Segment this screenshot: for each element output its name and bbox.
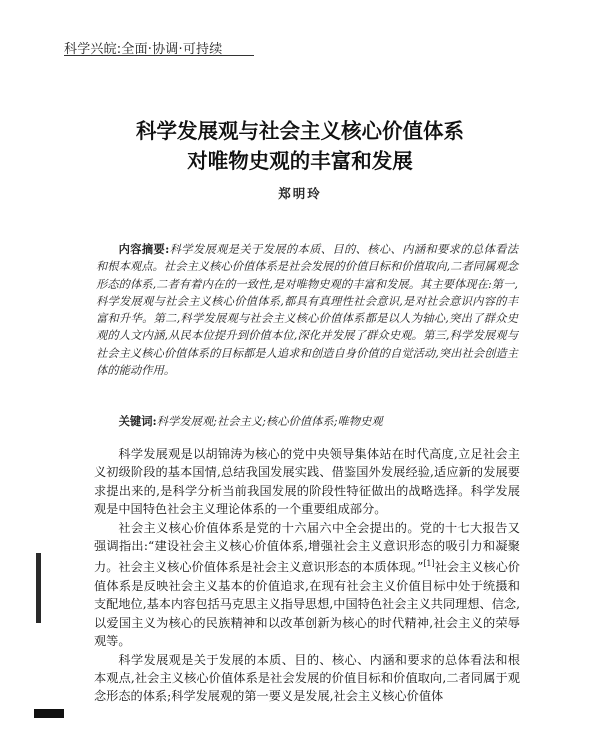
body-paragraph-2-part-b: 社会主义核心价值体系是反映社会主义基本的价值追求,在现有社会主义价值目标中处于统摄和支配地位,基本内容包括马克思主义指导思想,中国特色社会主义共同理想、信念,以爱国主义为核心的民族精神和以改革创新为核心的时代精神,社会主义的荣辱观等。 xyxy=(94,560,520,649)
body-paragraph-2-part-a: 社会主义核心价值体系是党的十六届六中全会提出的。党的十七大报告又强调指出:“建设社会主义核心价值体系,增强社会主义意识形态的吸引力和凝聚力。社会主义核心价值体系是社会主义意识形态的本质体现。” xyxy=(94,520,520,575)
keywords xyxy=(96,413,518,430)
header-rule xyxy=(64,55,254,56)
keywords-label: 关键词: xyxy=(118,414,157,428)
article-title-line1: 科学发展观与社会主义核心价值体系 xyxy=(136,119,464,143)
body-paragraph-2 xyxy=(94,519,520,651)
running-header: 科学兴皖:全面·协调·可持续 xyxy=(64,42,223,57)
article-title-line2: 对唯物史观的丰富和发展 xyxy=(187,149,413,173)
body-paragraph-3: 科学发展观是关于发展的本质、目的、核心、内涵和要求的总体看法和根本观点,社会主义核心价值体系是社会发展的价值目标和价值取向,二者同属于观念形态的体系;科学发展观的第一要义是发展,社会主义核心价值体 xyxy=(94,652,520,704)
abstract xyxy=(96,241,518,379)
body-paragraph-1: 科学发展观是以胡锦涛为核心的党中央领导集体站在时代高度,立足社会主义初级阶段的基本国情,总结我国发展实践、借鉴国外发展经验,适应新的发展要求提出来的,是科学分析当前我国发展的阶段性特征做出的战略选择。科学发展观是中国特色社会主义理论体系的一个重要组成部分。 xyxy=(94,447,520,517)
abstract-text: 科学发展观是关于发展的本质、目的、核心、内涵和要求的总体看法和根本观点。社会主义核心价值体系是社会发展的价值目标和价值取向,二者同属观念形态的体系,二者有着内在的一致性,是对唯物史观的丰富和发展。其主要体现在:第一,科学发展观与社会主义核心价值体系,都具有真理性社会意识,是对社会意识内容的丰富和升华。第二,科学发展观与社会主义核心价值体系都是以人为轴心,突出了群众史观的人文内涵,从民本位提升到价值本位,深化并发展了群众史观。第三,科学发展观与社会主义核心价值体系的目标都是人追求和创造自身价值的自觉活动,突出社会创造主体的能动作用。 xyxy=(96,243,518,378)
keywords-text: 科学发展观;社会主义;核心价值体系;唯物史观 xyxy=(156,415,383,428)
citation-marker: [1] xyxy=(423,559,435,569)
author-name: 郑明玲 xyxy=(278,186,322,201)
page-number-mark xyxy=(34,709,64,718)
body-text xyxy=(94,445,520,706)
abstract-label: 内容摘要: xyxy=(118,242,170,256)
scan-margin-mark xyxy=(36,553,41,623)
